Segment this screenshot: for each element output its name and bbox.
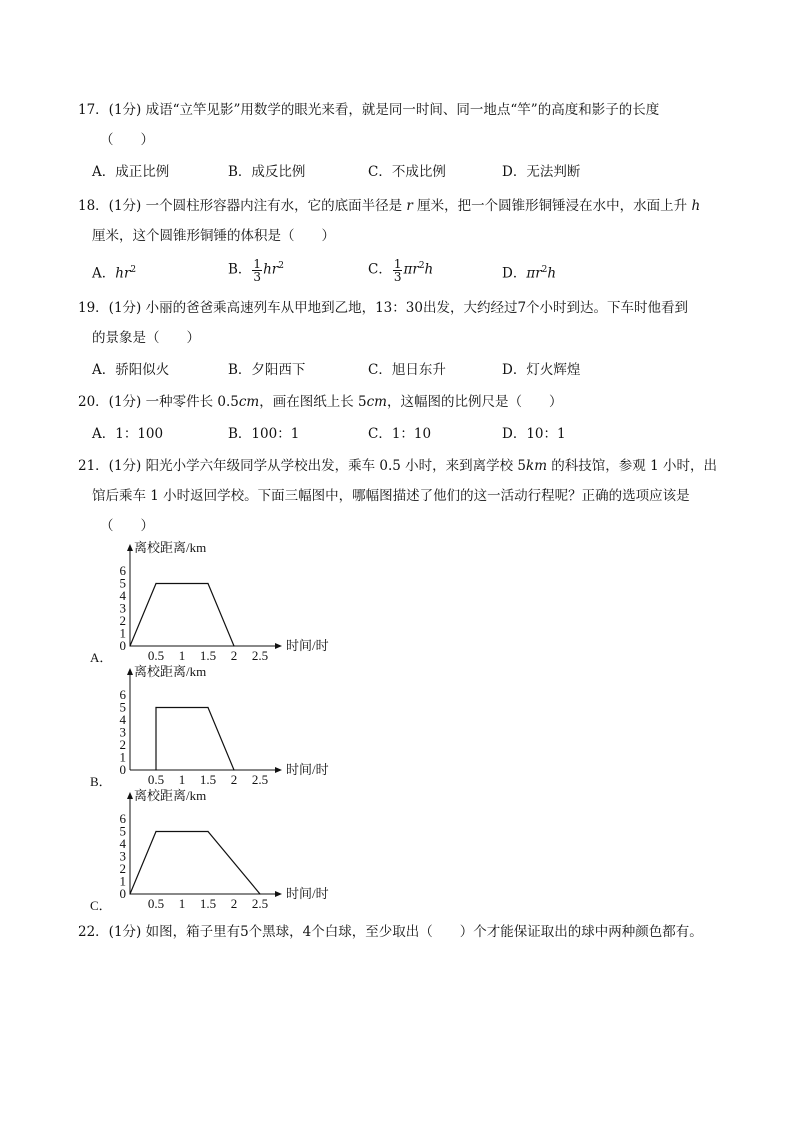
x-tick-label: 0.5	[147, 896, 165, 911]
q18-option-c[interactable]	[368, 256, 433, 283]
x-tick-label: 2.5	[251, 896, 269, 911]
q20-unit-2: cm	[366, 394, 387, 410]
q20-stem-part3: ，这幅图的比例尺是（ ）	[387, 394, 563, 410]
y-tick-label: 5	[119, 575, 126, 591]
x-axis-label: 时间/时	[286, 886, 329, 901]
x-tick-label: 2	[230, 772, 238, 787]
y-tick-label: 0	[119, 638, 126, 653]
q20-option-a[interactable]: A．1：100	[92, 426, 164, 442]
q18-var-h: h	[691, 198, 701, 214]
y-tick-label: 6	[119, 687, 126, 702]
y-tick-label: 5	[119, 823, 126, 839]
q18-option-a[interactable]	[92, 260, 136, 284]
graph-option-label: B．	[90, 774, 112, 789]
q17-option-d[interactable]: D．无法判断	[502, 164, 581, 180]
graph-option-b[interactable]	[88, 664, 328, 788]
x-axis-arrow	[275, 643, 282, 649]
y-tick-label: 2	[119, 613, 126, 628]
q18-option-c-label: C．	[368, 261, 392, 278]
q18-option-b-expr: hr	[263, 261, 279, 278]
y-axis-arrow	[127, 792, 133, 799]
q19-option-b[interactable]: B．夕阳西下	[228, 362, 306, 378]
x-tick-label: 1	[178, 896, 186, 911]
data-point	[207, 583, 208, 584]
x-tick-label: 1.5	[199, 896, 217, 911]
q18-option-b-exponent: 2	[278, 261, 284, 271]
graph-option-label: A．	[90, 650, 113, 665]
data-point	[259, 893, 260, 894]
y-tick-label: 1	[119, 873, 126, 889]
data-point	[207, 831, 208, 832]
q18-option-c-fraction: $\frac{1}{3}$	[393, 256, 402, 284]
y-axis-label: 离校距离/km	[134, 788, 207, 803]
y-axis-arrow	[127, 544, 133, 551]
q18-option-d[interactable]	[502, 260, 556, 284]
q20-option-b[interactable]: B．100：1	[228, 426, 300, 442]
y-tick-label: 3	[119, 848, 126, 864]
y-tick-label: 0	[119, 762, 126, 777]
q18-stem	[78, 196, 700, 216]
data-point	[129, 893, 130, 894]
q21-stem	[78, 456, 717, 476]
q20-option-c[interactable]: C．1：10	[368, 426, 432, 442]
y-axis-arrow	[127, 668, 133, 675]
x-axis-label: 时间/时	[286, 638, 329, 653]
q21-stem-part2: 的科技馆，参观 1 小时，出	[547, 458, 717, 474]
q17-stem: 17．(1分) 成语“立竿见影”用数学的眼光来看，就是同一时间、同一地点“竿”的高度和影子的长度	[78, 102, 660, 118]
q18-stem-line2: 厘米，这个圆锥形铜锤的体积是（ ）	[92, 228, 335, 244]
series-line	[130, 584, 234, 647]
q18-option-b-fraction: $\frac{1}{3}$	[253, 256, 262, 284]
q18-option-a-label: A．	[92, 265, 116, 282]
x-axis-arrow	[275, 767, 282, 773]
q21-answer-blank: （ ）	[100, 518, 154, 534]
x-tick-label: 1	[178, 772, 186, 787]
q18-option-b[interactable]	[228, 256, 284, 283]
data-point	[155, 707, 156, 708]
x-axis-label: 时间/时	[286, 762, 329, 777]
q21-stem-line2: 馆后乘车 1 小时返回学校。下面三幅图中，哪幅图描述了他们的这一活动行程呢？正确的选项应该是	[92, 488, 690, 504]
q20-stem	[78, 392, 563, 412]
q18-option-b-label: B．	[228, 261, 252, 278]
y-tick-label: 2	[119, 861, 126, 876]
q22-stem: 22．(1分) 如图，箱子里有5个黑球，4个白球，至少取出（ ）个才能保证取出的球中两种颜色都有。	[78, 924, 703, 940]
q18-option-d-expr-h: h	[547, 265, 557, 282]
y-tick-label: 1	[119, 749, 126, 765]
graph-option-c[interactable]	[88, 788, 328, 912]
x-axis-arrow	[275, 891, 282, 897]
x-tick-label: 2.5	[251, 648, 269, 663]
x-tick-label: 1.5	[199, 772, 217, 787]
y-tick-label: 4	[119, 712, 126, 727]
data-point	[155, 583, 156, 584]
y-tick-label: 3	[119, 724, 126, 740]
q18-stem-part1: 18．(1分) 一个圆柱形容器内注有水，它的底面半径是	[78, 198, 403, 214]
x-tick-label: 2	[230, 896, 238, 911]
y-tick-label: 5	[119, 699, 126, 715]
q18-stem-part2: 厘米，把一个圆锥形铜锤浸在水中，水面上升	[417, 198, 688, 214]
q19-option-c[interactable]: C．旭日东升	[368, 362, 446, 378]
data-point	[207, 707, 208, 708]
q19-option-a[interactable]: A．骄阳似火	[92, 362, 170, 378]
y-tick-label: 3	[119, 600, 126, 616]
q17-option-a[interactable]: A．成正比例	[92, 164, 170, 180]
series-line	[156, 708, 234, 771]
y-tick-label: 6	[119, 563, 126, 578]
data-point	[233, 645, 234, 646]
q18-option-c-expr-h: h	[424, 261, 434, 278]
series-line	[130, 832, 260, 895]
x-tick-label: 1	[178, 648, 186, 663]
q17-answer-blank: （ ）	[100, 132, 154, 148]
q20-stem-part1: 20．(1分) 一种零件长 0.5	[78, 394, 239, 410]
graph-option-a[interactable]	[88, 540, 328, 664]
x-tick-label: 2	[230, 648, 238, 663]
y-axis-label: 离校距离/km	[134, 664, 207, 679]
q18-option-c-expr: πr	[403, 261, 419, 278]
y-tick-label: 0	[119, 886, 126, 901]
y-tick-label: 1	[119, 625, 126, 641]
graph-option-label: C．	[90, 898, 112, 913]
data-point	[233, 769, 234, 770]
data-point	[155, 769, 156, 770]
q17-option-c[interactable]: C．不成比例	[368, 164, 446, 180]
q17-option-b[interactable]: B．成反比例	[228, 164, 306, 180]
q18-var-r: r	[406, 198, 413, 214]
q19-stem: 19．(1分) 小丽的爸爸乘高速列车从甲地到乙地，13：30出发，大约经过7个小时到达。下车时他看到	[78, 300, 689, 316]
q20-stem-part2: ，画在图纸上长 5	[259, 394, 367, 410]
data-point	[155, 831, 156, 832]
q18-option-c-exponent: 2	[418, 261, 425, 271]
q19-option-d[interactable]: D．灯火辉煌	[502, 362, 581, 378]
y-tick-label: 6	[119, 811, 126, 826]
y-tick-label: 4	[119, 588, 126, 603]
y-axis-label: 离校距离/km	[134, 540, 207, 555]
q18-option-d-label: D．	[502, 265, 527, 282]
q20-unit-1: cm	[238, 394, 260, 410]
q18-option-a-expr: hr	[115, 265, 131, 282]
q18-option-d-expr: πr	[526, 265, 542, 282]
q21-unit: km	[526, 458, 548, 474]
x-tick-label: 1.5	[199, 648, 217, 663]
y-tick-label: 2	[119, 737, 126, 752]
x-tick-label: 0.5	[147, 648, 165, 663]
q20-option-d[interactable]: D．10：1	[502, 426, 566, 442]
q19-stem-line2: 的景象是（ ）	[92, 330, 200, 346]
data-point	[129, 645, 130, 646]
x-tick-label: 0.5	[147, 772, 165, 787]
q21-stem-part1: 21．(1分) 阳光小学六年级同学从学校出发，乘车 0.5 小时，来到离学校 5	[78, 458, 527, 474]
x-tick-label: 2.5	[251, 772, 269, 787]
q18-option-a-exponent: 2	[130, 265, 137, 275]
y-tick-label: 4	[119, 836, 126, 851]
q18-option-d-exponent: 2	[541, 265, 548, 275]
